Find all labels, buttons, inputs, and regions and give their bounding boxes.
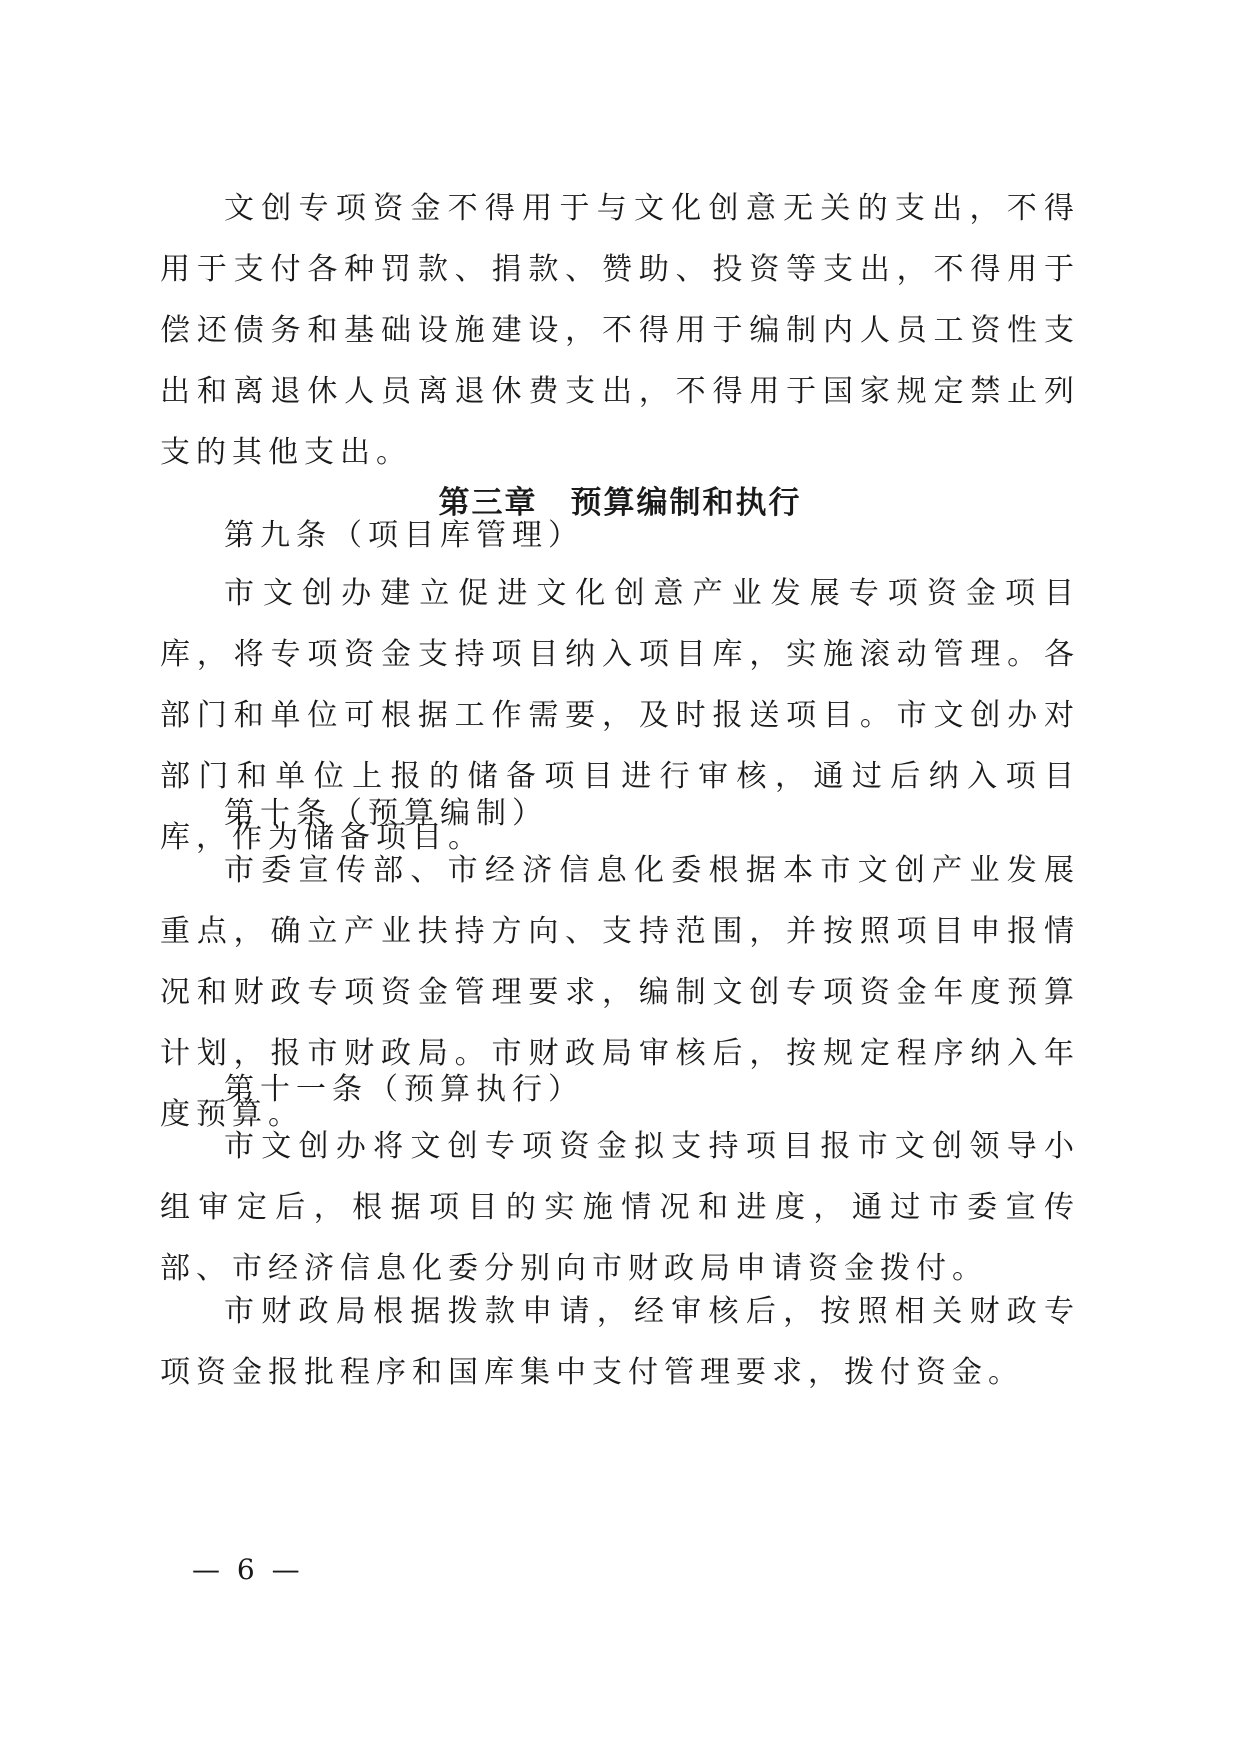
article-10-heading: 第十条（预算编制） xyxy=(224,796,548,831)
page-number: — 6 — xyxy=(192,1553,304,1586)
article-11-body-1: 市文创办将文创专项资金拟支持项目报市文创领导小组审定后，根据项目的实施情况和进度，通过市委宣传部、市经济信息化委分别向市财政局申请资金拨付。 xyxy=(160,1129,1080,1286)
article-10-body: 市委宣传部、市经济信息化委根据本市文创产业发展重点，确立产业扶持方向、支持范围，并按照项目申报情况和财政专项资金管理要求，编制文创专项资金年度预算计划，报市财政局。市财政局审核后，按规定程序纳入年度预算。 xyxy=(160,853,1080,1132)
article-9-heading: 第九条（项目库管理） xyxy=(224,518,584,553)
article-11-heading: 第十一条（预算执行） xyxy=(224,1072,584,1107)
article-11-body-2: 市财政局根据拨款申请，经审核后，按照相关财政专项资金报批程序和国库集中支付管理要求，拨付资金。 xyxy=(160,1294,1080,1390)
article-9-body: 市文创办建立促进文化创意产业发展专项资金项目库，将专项资金支持项目纳入项目库，实施滚动管理。各部门和单位可根据工作需要，及时报送项目。市文创办对部门和单位上报的储备项目进行审核，通过后纳入项目库，作为储备项目。 xyxy=(160,576,1080,855)
paragraph-expenditure-restrictions: 文创专项资金不得用于与文化创意无关的支出，不得用于支付各种罚款、捐款、赞助、投资等支出，不得用于偿还债务和基础设施建设，不得用于编制内人员工资性支出和离退休人员离退休费支出，不得用于国家规定禁止列支的其他支出。 xyxy=(160,191,1080,470)
chapter-title: 第三章 预算编制和执行 xyxy=(438,485,802,521)
